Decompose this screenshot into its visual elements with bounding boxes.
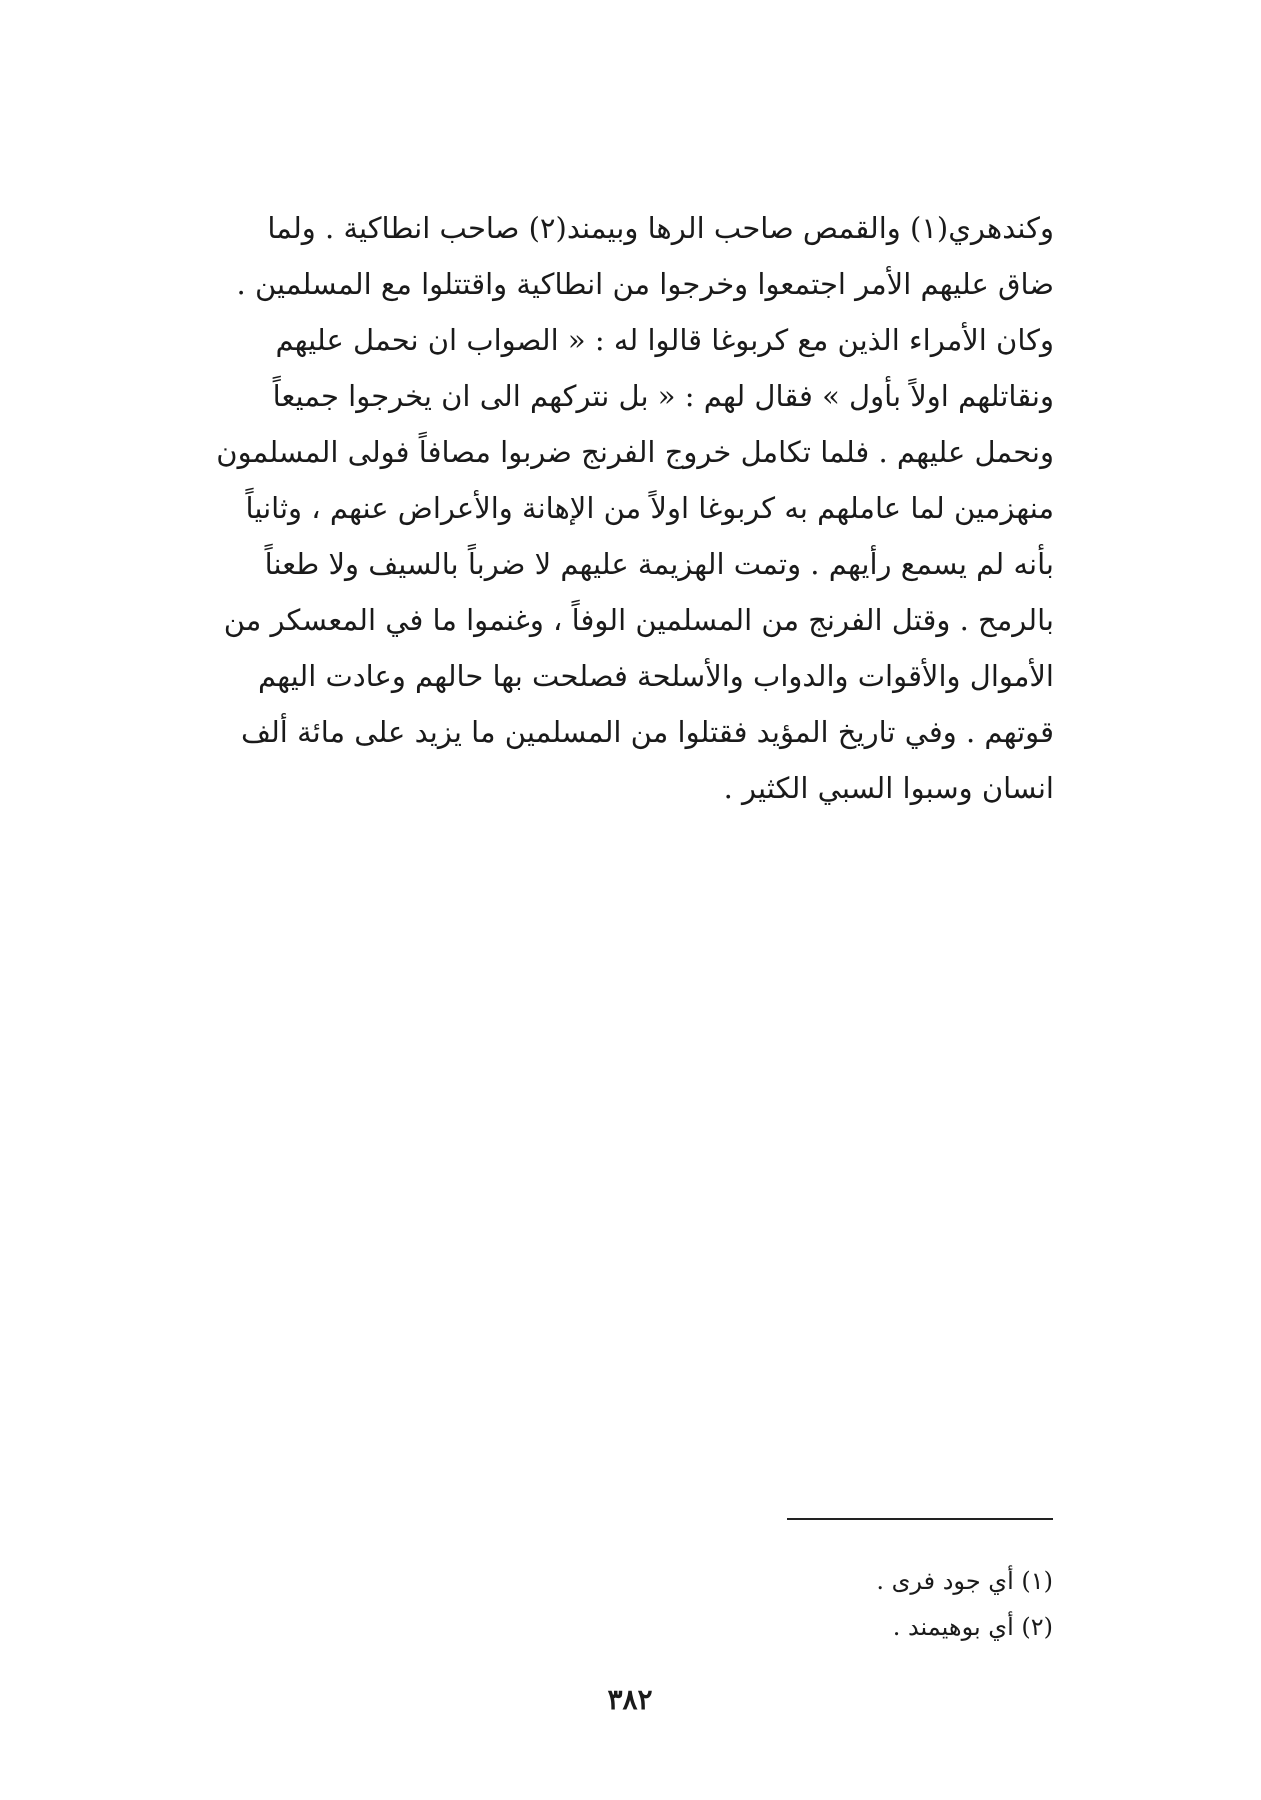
page-number: ٣٨٢: [607, 1683, 653, 1716]
text-line: انسان وسبوا السبي الكثير .: [723, 771, 1054, 805]
main-text-block: [176, 200, 1054, 816]
footnote-1: (١) أي جود فرى .: [876, 1567, 1053, 1595]
text-line: ونحمل عليهم . فلما تكامل خروج الفرنج ضربوا مصافاً فولى المسلمون: [216, 435, 1054, 469]
text-line: قوتهم . وفي تاريخ المؤيد فقتلوا من المسلمين ما يزيد على مائة ألف: [240, 715, 1054, 749]
text-line: وكان الأمراء الذين مع كربوغا قالوا له : « الصواب ان نحمل عليهم: [275, 323, 1054, 357]
footnote-2: (٢) أي بوهيمند .: [892, 1613, 1053, 1641]
text-line: بأنه لم يسمع رأيهم . وتمت الهزيمة عليهم لا ضرباً بالسيف ولا طعناً: [264, 547, 1054, 581]
text-line: بالرمح . وقتل الفرنج من المسلمين الوفاً ، وغنموا ما في المعسكر من: [223, 603, 1054, 637]
text-line: الأموال والأقوات والدواب والأسلحة فصلحت بها حالهم وعادت اليهم: [257, 659, 1054, 693]
footnote-divider: [787, 1518, 1053, 1520]
text-line: منهزمين لما عاملهم به كربوغا اولاً من الإهانة والأعراض عنهم ، وثانياً: [245, 491, 1054, 525]
text-line: ونقاتلهم اولاً بأول » فقال لهم : « بل نتركهم الى ان يخرجوا جميعاً: [272, 379, 1054, 413]
text-line: ضاق عليهم الأمر اجتمعوا وخرجوا من انطاكية واقتتلوا مع المسلمين .: [236, 267, 1054, 301]
footnotes-block: [700, 1558, 1053, 1650]
text-line: وكندهري(١) والقمص صاحب الرها وبيمند(٢) صاحب انطاكية . ولما: [267, 211, 1054, 245]
